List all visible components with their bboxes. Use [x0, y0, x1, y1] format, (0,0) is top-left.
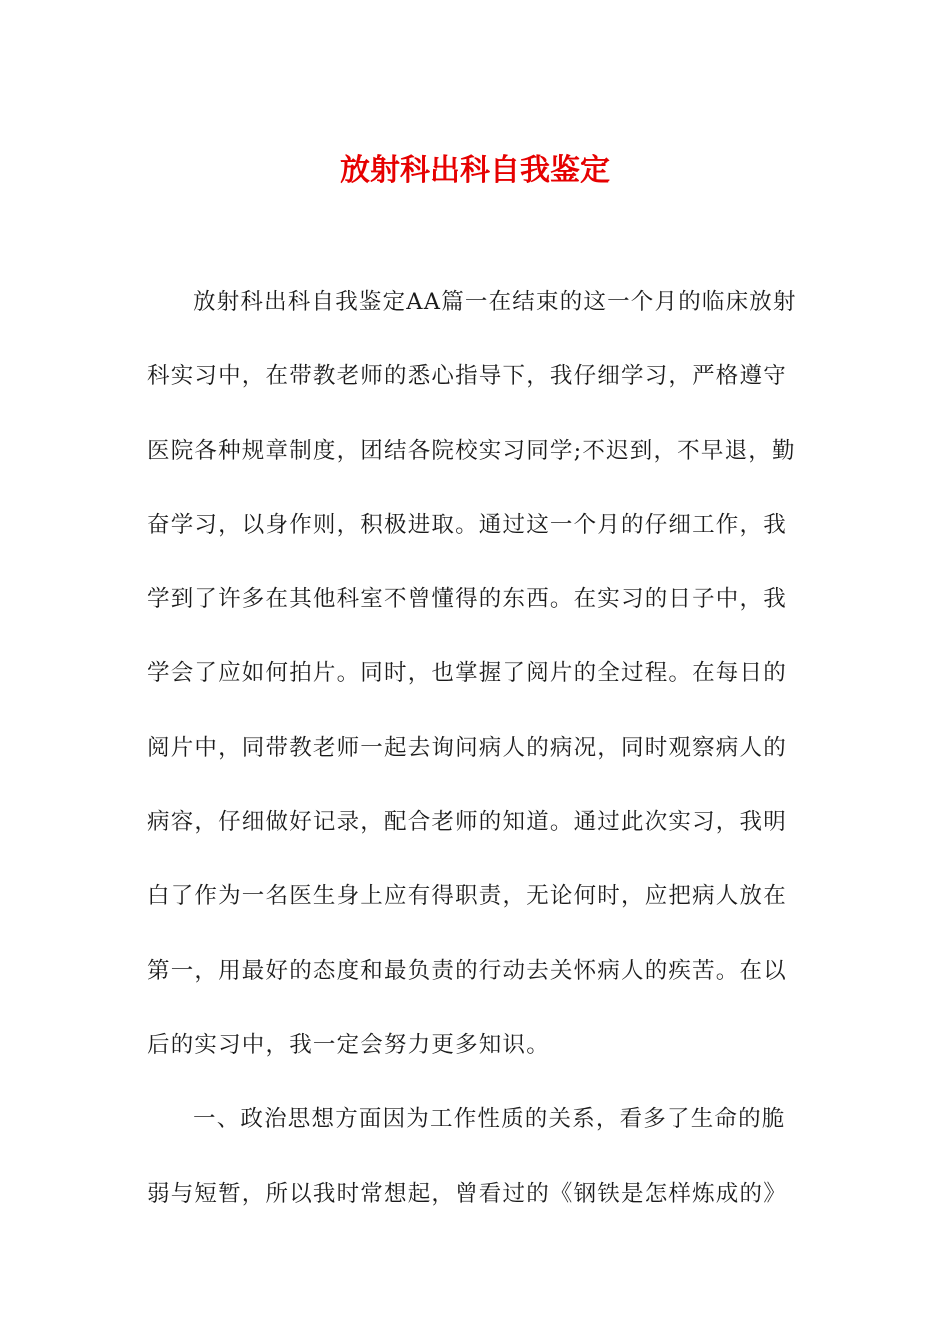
paragraph-line: 病容，仔细做好记录，配合老师的知道。通过此次实习，我明: [147, 809, 787, 836]
paragraph-line: 第一，用最好的态度和最负责的行动去关怀病人的疾苦。在以: [147, 957, 787, 984]
paragraph-line: 放射科出科自我鉴定AA篇一在结束的这一个月的临床放射: [193, 289, 797, 315]
paragraph-line: 科实习中，在带教老师的悉心指导下，我仔细学习，严格遵守: [147, 363, 787, 390]
paragraph-line: 学会了应如何拍片。同时，也掌握了阅片的全过程。在每日的: [147, 660, 787, 687]
document-body: [147, 280, 807, 1246]
paragraph-line: 后的实习中，我一定会努力更多知识。: [147, 1031, 550, 1058]
paragraph-line: 白了作为一名医生身上应有得职责，无论何时，应把病人放在: [147, 883, 787, 910]
paragraph-line: 阅片中，同带教老师一起去询问病人的病况，同时观察病人的: [147, 734, 787, 761]
paragraph-line: 奋学习，以身作则，积极进取。通过这一个月的仔细工作，我: [147, 511, 787, 538]
document-title: 放射科出科自我鉴定: [340, 153, 610, 188]
paragraph-line: 一、政治思想方面因为工作性质的关系，看多了生命的脆: [193, 1106, 786, 1133]
paragraph-line: 医院各种规章制度，团结各院校实习同学;不迟到，不早退，勤: [147, 437, 796, 464]
paragraph-line: 学到了许多在其他科室不曾懂得的东西。在实习的日子中，我: [147, 586, 787, 613]
paragraph-line: 弱与短暂，所以我时常想起，曾看过的《钢铁是怎样炼成的》: [147, 1180, 787, 1207]
